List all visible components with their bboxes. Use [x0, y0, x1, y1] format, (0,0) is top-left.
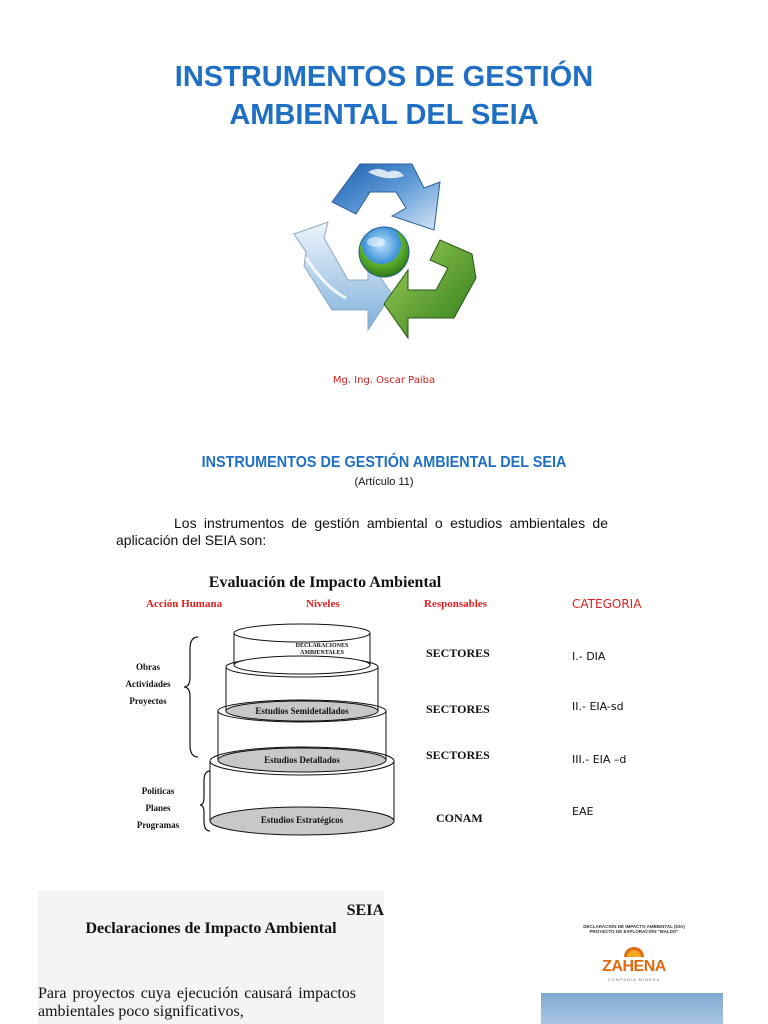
group-label-politicas: Políticas	[141, 786, 175, 796]
dia-cover-photo	[541, 993, 723, 1024]
main-title	[0, 58, 768, 134]
dia-cover-title	[536, 924, 732, 934]
level-semidetallados: Estudios Semidetallados	[255, 706, 349, 716]
level-detallados: Estudios Detallados	[264, 755, 340, 765]
section-title: INSTRUMENTOS DE GESTIÓN AMBIENTAL DEL SEIA	[201, 454, 567, 471]
sun-logo-icon	[622, 944, 646, 958]
main-title-line2: AMBIENTAL DEL SEIA	[229, 99, 539, 131]
column-categoria: CATEGORIA	[572, 597, 642, 611]
intro-paragraph	[116, 515, 608, 549]
level-estrategicos: Estudios Estratégicos	[260, 815, 344, 825]
group-label-programas: Programas	[136, 820, 180, 830]
author: Mg. Ing. Oscar Paiba	[332, 375, 436, 386]
seia-heading-line2: Declaraciones de Impacto Ambiental	[85, 920, 337, 937]
section-subtitle: (Artículo 11)	[354, 476, 414, 488]
dia-cover-title-line1: DECLARACION DE IMPACTO AMBIENTAL (DIA)	[583, 924, 685, 929]
dia-cover-title-line2: PROYECTO DE EXPLORACIÓN "MALDO"	[589, 929, 679, 934]
main-title-line1: INSTRUMENTOS DE GESTIÓN	[174, 61, 594, 93]
categoria-2: II.- EIA-sd	[572, 700, 624, 713]
column-accion-humana: Acción Humana	[146, 598, 223, 610]
responsable-2: SECTORES	[426, 702, 490, 716]
level-declaraciones	[262, 643, 382, 657]
group-label-planes: Planes	[145, 803, 171, 813]
level-declaraciones-line1: DECLARACIONES	[295, 643, 349, 649]
diagram-title: Evaluación de Impacto Ambiental	[208, 574, 442, 591]
zahena-logo-subtitle: COMPAÑÍA MINERA	[607, 977, 661, 982]
seia-body-text: Para proyectos cuya ejecución causará impactos ambientales poco significativos,	[38, 985, 356, 1020]
group-label-actividades: Actividades	[125, 679, 171, 689]
group-label-proyectos: Proyectos	[129, 696, 167, 706]
group-label-obras: Obras	[135, 662, 160, 672]
intro-text: Los instrumentos de gestión ambiental o estudios ambientales de aplicación del SEIA son:	[116, 515, 608, 548]
column-responsables: Responsables	[424, 598, 487, 610]
categoria-3: III.- EIA –d	[572, 753, 627, 766]
seia-heading-line1: SEIA	[346, 902, 384, 919]
categoria-1: I.- DIA	[572, 650, 606, 663]
column-niveles: Niveles	[306, 598, 340, 610]
level-declaraciones-line2: AMBIENTALES	[300, 650, 344, 656]
seia-heading	[38, 902, 384, 938]
responsable-1: SECTORES	[426, 646, 490, 660]
categoria-4: EAE	[572, 805, 594, 818]
recycle-globe-icon	[284, 158, 484, 348]
responsable-4: CONAM	[436, 811, 483, 825]
zahena-logo: ZAHENA	[602, 958, 666, 975]
responsable-3: SECTORES	[426, 748, 490, 762]
